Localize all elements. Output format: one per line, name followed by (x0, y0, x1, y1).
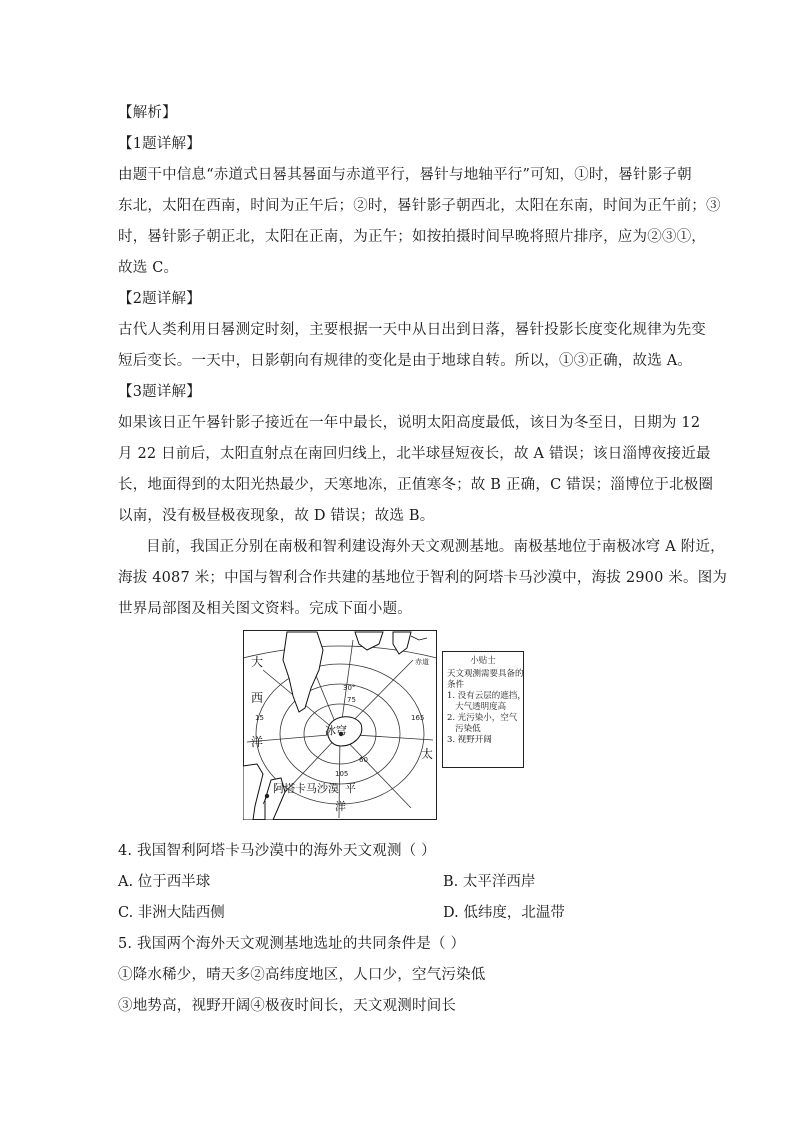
q4-option-c[interactable]: C. 非洲大陆西侧 (118, 905, 225, 921)
tips-title: 小贴士 (470, 656, 496, 666)
q1-title: 【1题详解】 (118, 136, 201, 152)
label-tai: 太 (421, 747, 434, 761)
q5-stem: 5. 我国两个海外天文观测基地选址的共同条件是（ ） (118, 936, 466, 952)
map-figure (243, 630, 527, 820)
q3-line-4: 以南，没有极昼极夜现象，故 D 错误；故选 B。 (118, 508, 435, 524)
south-pole-map (243, 630, 437, 820)
label-lat30: 30° (343, 684, 356, 692)
q4-option-a[interactable]: A. 位于西半球 (118, 874, 211, 890)
tips-row: 2. 光污染小，空气 (447, 713, 518, 723)
label-lon165: 165 (411, 714, 425, 722)
q5-line-2: ③地势高，视野开阔④极夜时间长，天文观测时间长 (118, 998, 457, 1014)
tips-row: 条件 (447, 680, 465, 690)
intro-line-3: 世界局部图及相关图文资料。完成下面小题。 (118, 601, 412, 617)
tips-row: 大气透明度高 (447, 702, 507, 712)
q2-line-1: 古代人类利用日晷测定时刻，主要根据一天中从日出到日落，晷针投影长度变化规律为先变 (118, 322, 706, 338)
q3-line-2: 月 22 日前后，太阳直射点在南回归线上，北半球昼短夜长，故 A 错误；该日淄博夜接近最 (118, 446, 711, 462)
label-yang: 洋 (251, 735, 264, 749)
q4-option-d[interactable]: D. 低纬度，北温带 (443, 905, 565, 921)
q4-stem: 4. 我国智利阿塔卡马沙漠中的海外天文观测（ ） (118, 843, 436, 859)
label-ping: 平 (345, 782, 356, 795)
q4-options (118, 872, 678, 932)
label-da: 大 (251, 655, 264, 669)
label-chidao: 赤道 (415, 658, 429, 666)
analysis-header: 【解析】 (118, 105, 177, 121)
label-atacama: 阿塔卡马沙漠 (273, 782, 339, 795)
tips-row: 1. 没有云层的遮挡， (447, 691, 526, 701)
q2-line-2: 短后变长。一天中，日影朝向有规律的变化是由于地球自转。所以，①③正确，故选 A。 (118, 353, 693, 369)
intro-line-2: 海拔 4087 米；中国与智利合作共建的基地位于智利的阿塔卡马沙漠中，海拔 2900 米。图为 (118, 570, 728, 586)
label-lat60: 60 (359, 756, 368, 764)
label-xi: 西 (251, 691, 264, 705)
label-yang2: 洋 (335, 800, 346, 813)
q1-line-2: 东北，太阳在西南，时间为正午后；②时，晷针影子朝西北，太阳在东南，时间为正午前；③ (118, 198, 721, 214)
q1-line-4: 故选 C。 (118, 260, 179, 276)
tips-row: 3. 视野开阔 (447, 735, 492, 745)
q3-line-1: 如果该日正午晷针影子接近在一年中最长，说明太阳高度最低，该日为冬至日，日期为 12 (118, 415, 701, 431)
tips-row: 污染低 (447, 724, 481, 734)
tips-box (442, 651, 524, 768)
q5-line-1: ①降水稀少，晴天多②高纬度地区，人口少，空气污染低 (118, 967, 486, 983)
q3-title: 【3题详解】 (118, 384, 201, 400)
q1-line-3: 时，晷针影子朝正北，太阳在正南，为正午；如按拍摄时间早晚将照片排序，应为②③①， (118, 229, 706, 245)
q1-line-1: 由题干中信息“赤道式日晷其晷面与赤道平行，晷针与地轴平行”可知，①时，晷针影子朝 (118, 167, 692, 183)
label-lon15: 15 (255, 714, 264, 722)
label-lon75: 75 (347, 696, 356, 704)
q4-option-b[interactable]: B. 太平洋西岸 (443, 874, 536, 890)
label-lon105: 105 (335, 770, 349, 778)
q2-title: 【2题详解】 (118, 291, 201, 307)
label-bingqiong: 冰穹 (325, 724, 347, 737)
tips-row: 天文观测需要具备的 (447, 669, 524, 679)
q3-line-3: 长，地面得到的太阳光热最少，天寒地冻，正值寒冬；故 B 正确，C 错误；淄博位于北极圈 (118, 477, 714, 493)
intro-line-1: 目前，我国正分别在南极和智利建设海外天文观测基地。南极基地位于南极冰穹 A 附近， (146, 539, 725, 555)
